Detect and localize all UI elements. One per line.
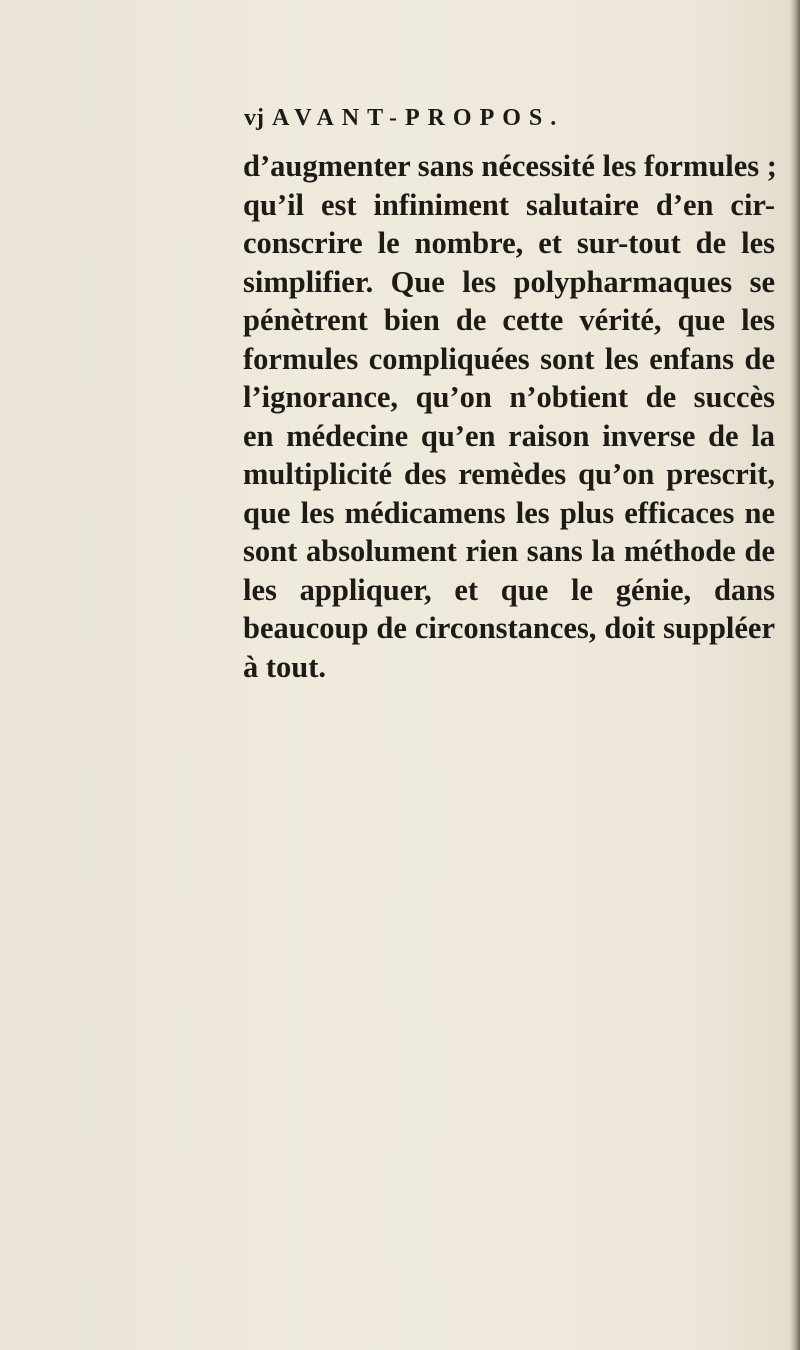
text-line: multiplicité des remèdes qu’on prescrit,	[243, 457, 775, 491]
page-number: vj	[244, 105, 264, 131]
text-line: l’ignorance, qu’on n’obtient de succès	[243, 380, 775, 414]
text-line: d’augmenter sans nécessité les formules ;	[243, 149, 777, 183]
text-line: les appliquer, et que le génie, dans	[243, 572, 775, 607]
running-title: AVANT-PROPOS.	[272, 105, 565, 131]
text-line: beaucoup de circonstances, doit suppléer	[243, 611, 775, 645]
text-line: que les médicamens les plus efficaces ne	[243, 495, 775, 530]
text-line: sont absolument rien sans la méthode de	[243, 534, 775, 568]
page-edge-shadow	[790, 0, 800, 1350]
text-line: simplifier. Que les polypharmaques se	[243, 264, 775, 299]
body-text	[243, 147, 775, 686]
text-line: à tout.	[243, 649, 327, 684]
text-line: pénètrent bien de cette vérité, que les	[243, 303, 775, 337]
text-line: en médecine qu’en raison inverse de la	[243, 418, 775, 453]
text-line: qu’il est infiniment salutaire d’en cir-	[243, 187, 775, 222]
text-line: conscrire le nombre, et sur-tout de les	[243, 226, 775, 260]
text-line: formules compliquées sont les enfans de	[243, 341, 775, 376]
